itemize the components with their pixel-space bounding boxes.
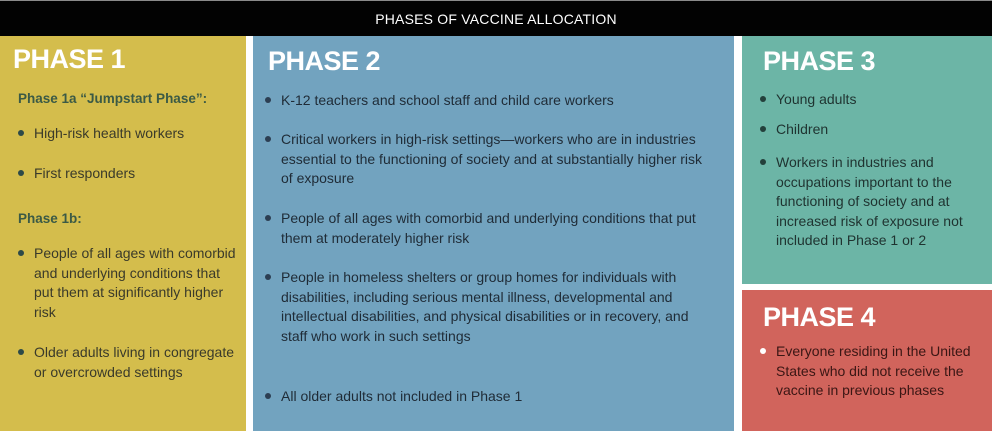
- page-header: [0, 0, 992, 36]
- list-item: All older adults not included in Phase 1: [265, 387, 725, 407]
- bullet-icon: [18, 170, 24, 176]
- bullet-icon: [265, 97, 271, 103]
- header-title: PHASES OF VACCINE ALLOCATION: [375, 10, 617, 27]
- phase-2-panel: [253, 36, 734, 431]
- bullet-icon: [760, 96, 766, 102]
- bullet-icon: [760, 159, 766, 165]
- list-item: Older adults living in congregate or overcrowded settings: [18, 343, 243, 382]
- list-item: Workers in industries and occupations important to the functioning of society and at increased risk of exposure not included in Phase 1 or 2: [760, 153, 972, 251]
- list-item: People of all ages with comorbid and underlying conditions that put them at moderately higher risk: [265, 209, 725, 248]
- list-item: Critical workers in high-risk settings—workers who are in industries essential to the functioning of society and at substantially higher risk of exposure: [265, 130, 710, 189]
- list-item: Everyone residing in the United States who did not receive the vaccine in previous phases: [760, 342, 985, 401]
- phase-4-panel: [742, 290, 992, 431]
- bullet-icon: [265, 274, 271, 280]
- phase-1a-heading: Phase 1a “Jumpstart Phase”:: [18, 91, 208, 106]
- phase-1-title: PHASE 1: [13, 44, 126, 74]
- bullet-icon: [265, 393, 271, 399]
- list-item: K-12 teachers and school staff and child care workers: [265, 91, 725, 111]
- bullet-icon: [760, 348, 766, 354]
- bullet-icon: [18, 250, 24, 256]
- phase-3-title: PHASE 3: [763, 46, 876, 76]
- list-item: People in homeless shelters or group homes for individuals with disabilities, including serious mental illness, developmental and intellectual disabilities, and physical disabilities or in recovery, and staff who work in such settings: [265, 268, 715, 346]
- phase-1b-heading: Phase 1b:: [18, 211, 82, 226]
- bullet-icon: [265, 215, 271, 221]
- bullet-icon: [760, 126, 766, 132]
- bullet-icon: [18, 130, 24, 136]
- bullet-icon: [18, 349, 24, 355]
- bullet-icon: [265, 136, 271, 142]
- phase-3-panel: [742, 36, 992, 284]
- phase-4-title: PHASE 4: [763, 302, 876, 332]
- list-item: People of all ages with comorbid and underlying conditions that put them at significantly higher risk: [18, 244, 243, 322]
- list-item: Young adults: [760, 90, 985, 110]
- list-item: First responders: [18, 164, 238, 184]
- list-item: Children: [760, 120, 985, 140]
- phase-2-title: PHASE 2: [268, 46, 381, 76]
- list-item: High-risk health workers: [18, 124, 238, 144]
- phase-1-panel: [0, 36, 246, 431]
